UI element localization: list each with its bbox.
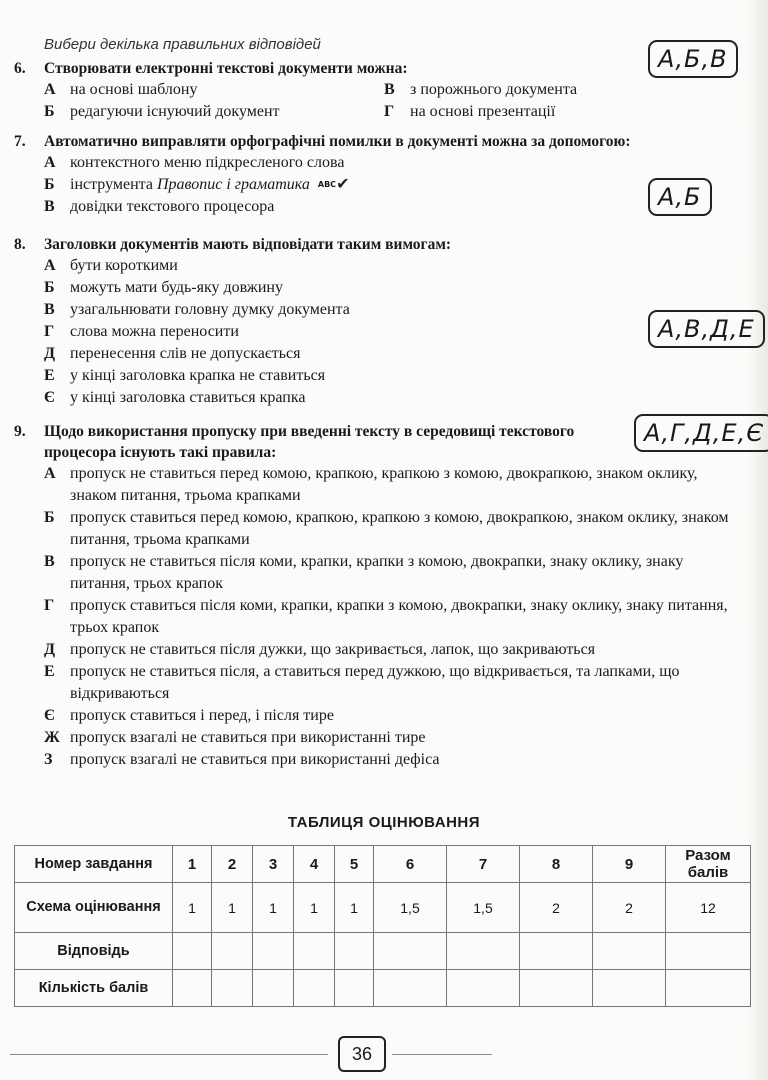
- instruction: Вибери декілька правильних відповідей: [44, 36, 321, 53]
- page-edge: [748, 0, 768, 1080]
- option: Г пропуск ставиться після коми, крапки, крапки з комою, двокрапки, знаку оклику, знаку питання, трьох крапок: [44, 597, 728, 636]
- option: Е у кінці заголовка крапка не ставиться: [44, 367, 326, 384]
- option: З пропуск взагалі не ставиться при використанні дефіса: [44, 751, 440, 768]
- option: Б інструмента Правопис і граматика ABC ✔: [14, 174, 744, 196]
- page-number: 36: [338, 1036, 386, 1072]
- answer-box-9: А,Г,Д,Е,Є: [634, 414, 768, 452]
- question-9: 9. Щодо використання пропуску при введенні тексту в середовищі текстового процесора існують такі правила: А пропуск не ставиться перед комою, крапкою, крапкою з комою, двокрапкою, знаком оклику, знаком питання, трьома крапками Б пропуск ставиться перед комою, крапкою, крапкою з комою, двокрапкою, знаком оклику, знаком питання, трьома крапками В пропуск не ставиться після коми, крапки, крапки з комою, двокрапки, знаку оклику, знаку питання, трьох крапок Г пропуск ставиться після коми, крапки, крапки з комою, двокрапки, знаку оклику, знаку питання, трьох крапок Д пропуск не ставиться після дужки, що закривається, лапок, що закриваються Е пропуск не ставиться після, а ставиться перед дужкою, що відкривається, та лапками, що відкриваються Є пропуск ставиться і перед, і після тире Ж пропуск взагалі не ставиться при використанні тире З пропуск взагалі не ставиться при використанні дефіса: [14, 421, 744, 771]
- table-row: Кількість балів: [15, 970, 751, 1007]
- option: А контекстного меню підкресленого слова: [44, 154, 345, 171]
- option: Г слова можна переносити: [44, 323, 239, 340]
- question-8: 8. Заголовки документів мають відповідати таким вимогам: А бути короткими Б можуть мати будь-яку довжину В узагальнювати головну думку документа Г слова можна переносити Д перенесення слів не допускається Е у кінці заголовка крапка не ставиться Є у кінці заголовка ставиться крапка: [14, 234, 744, 409]
- table-row: Схема оцінювання 1 1 1 1 1 1,5 1,5 2 2 12: [15, 883, 751, 933]
- option: А бути короткими: [44, 257, 178, 274]
- option: А на основі шаблону: [44, 81, 198, 98]
- question-text: Заголовки документів мають відповідати таким вимогам:: [44, 236, 452, 253]
- option: Г на основі презентації: [384, 103, 556, 120]
- option: Ж пропуск взагалі не ставиться при використанні тире: [44, 729, 426, 746]
- option: Б пропуск ставиться перед комою, крапкою, крапкою з комою, двокрапкою, знаком оклику, знаком питання, трьома крапками: [44, 509, 729, 548]
- option: Д пропуск не ставиться після дужки, що закривається, лапок, що закриваються: [44, 641, 596, 658]
- table-row: Номер завдання 1 2 3 4 5 6 7 8 9 Разом балів: [15, 846, 751, 883]
- question-text: Автоматично виправляти орфографічні помилки в документі можна за допомогою:: [44, 133, 631, 150]
- answer-box-8: А,В,Д,Е: [648, 310, 765, 348]
- divider: [10, 1054, 328, 1055]
- option: Б редагуючи існуючий документ: [44, 103, 280, 120]
- question-text: Щодо використання пропуску при введенні тексту в середовищі текстового процесора існують такі правила:: [44, 423, 575, 461]
- option: Є у кінці заголовка ставиться крапка: [44, 389, 306, 406]
- grading-table: [14, 845, 751, 1007]
- check-icon: ✔: [336, 176, 350, 193]
- option: Б можуть мати будь-яку довжину: [44, 279, 283, 296]
- option: В з порожнього документа: [384, 81, 578, 98]
- answer-box-6: А,Б,В: [648, 40, 738, 78]
- question-7: 7. Автоматично виправляти орфографічні помилки в документі можна за допомогою: А контекстного меню підкресленого слова Б інструмента Правопис і граматика ABC ✔ В довідки текстового процесора: [14, 131, 744, 218]
- option: Є пропуск ставиться і перед, і після тире: [44, 707, 334, 724]
- option: В пропуск не ставиться після коми, крапки, крапки з комою, двокрапки, знаку оклику, знаку питання, трьох крапок: [44, 553, 684, 592]
- question-text: Створювати електронні текстові документи можна:: [44, 60, 408, 77]
- option: В довідки текстового процесора: [44, 198, 275, 215]
- divider: [392, 1054, 492, 1055]
- table-row: Відповідь: [15, 933, 751, 970]
- table-title: ТАБЛИЦЯ ОЦІНЮВАННЯ: [287, 814, 481, 831]
- option: Е пропуск не ставиться після, а ставиться перед дужкою, що відкривається, та лапками, що відкриваються: [44, 663, 680, 702]
- option: А пропуск не ставиться перед комою, крапкою, крапкою з комою, двокрапкою, знаком оклику, знаком питання, трьома крапками: [44, 465, 698, 504]
- answer-box-7: А,Б: [648, 178, 712, 216]
- spellcheck-icon: ABC: [317, 180, 337, 189]
- question-6: 6. Створювати електронні текстові документи можна: А на основі шаблону В з порожнього документа Б редагуючи існуючий документ Г на основі презентації: [14, 58, 744, 123]
- option: В узагальнювати головну думку документа: [44, 301, 350, 318]
- option: Д перенесення слів не допускається: [44, 345, 301, 362]
